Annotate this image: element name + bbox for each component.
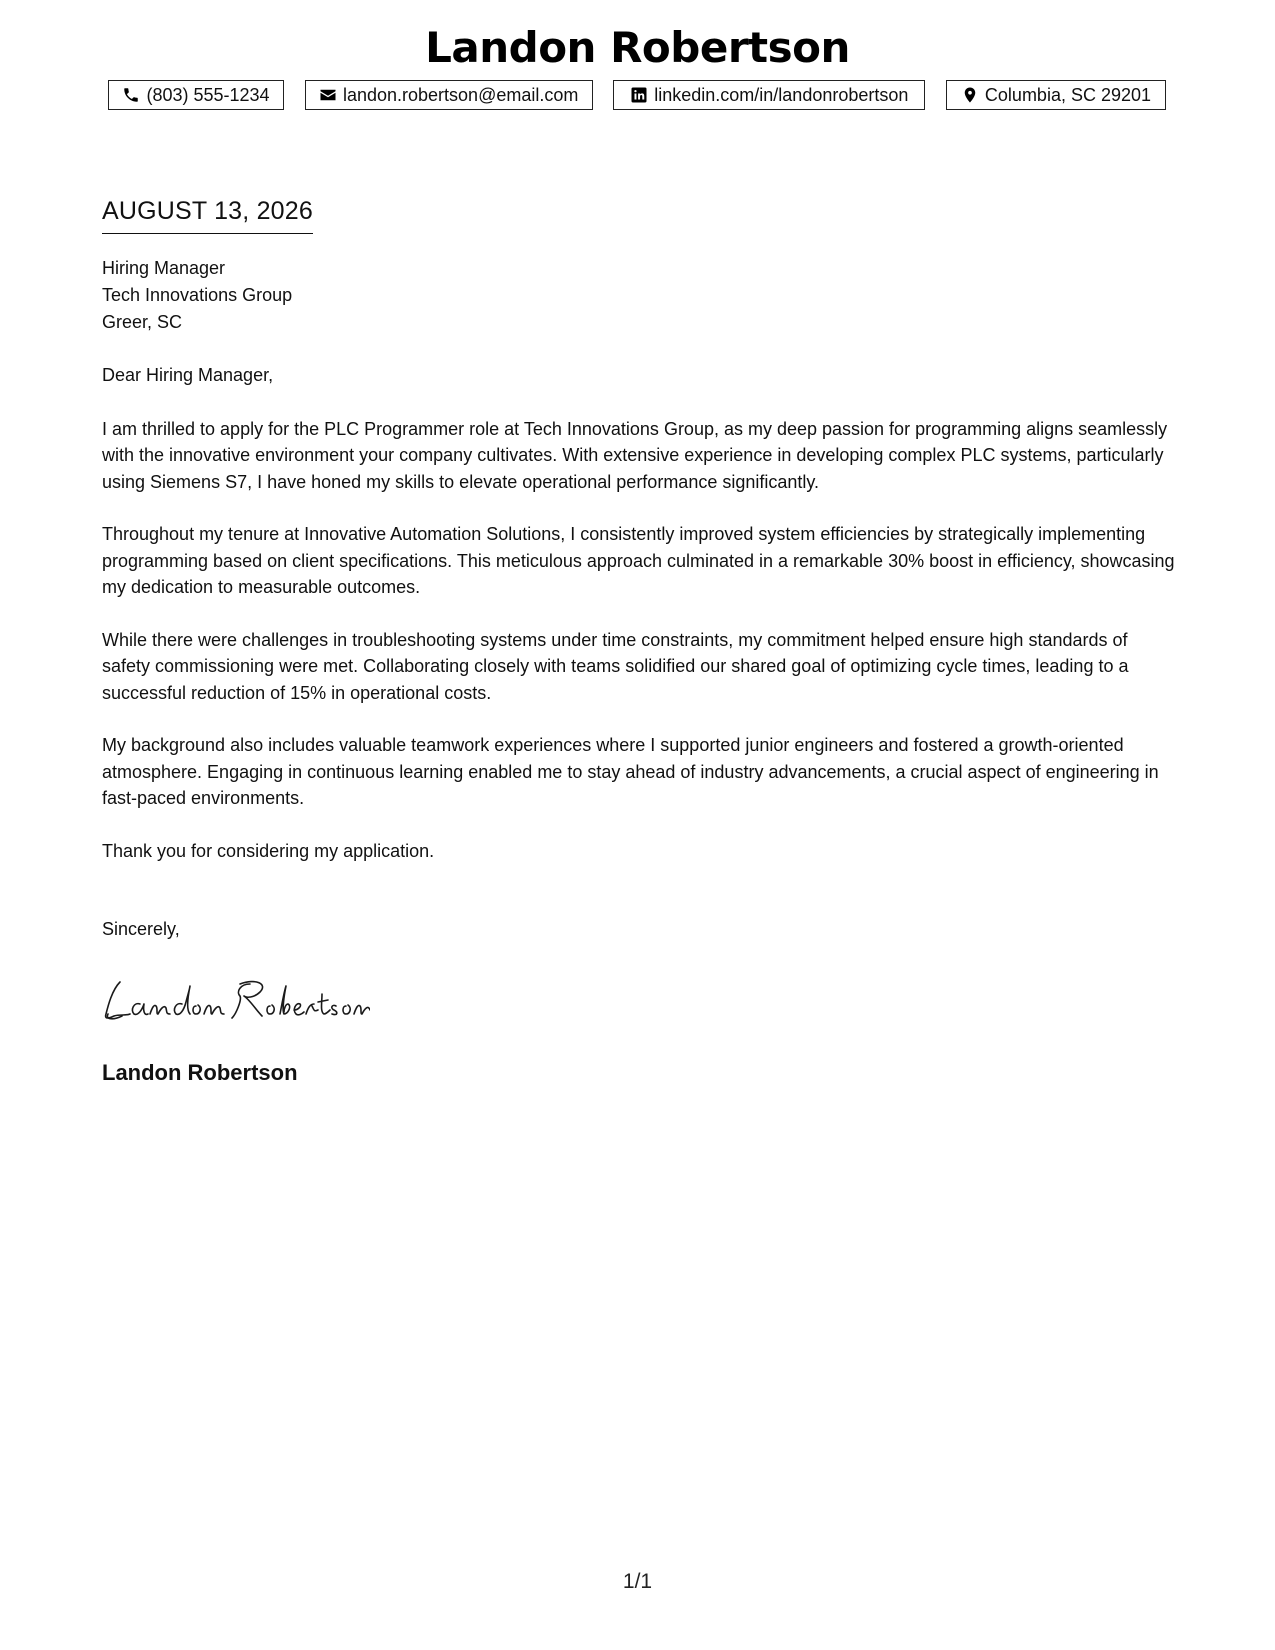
recipient-location: Greer, SC [102,312,183,332]
body-paragraph-1: I am thrilled to apply for the PLC Programmer role at Tech Innovations Group, as my deep passion for programming aligns seamlessly with the innovative environment your company cultivates. With extensive experience in developing complex PLC systems, particularly using Siemens S7, I have honed my skills to elevate operational performance significantly. [102,418,1168,492]
contact-phone [108,80,284,110]
contact-location [946,80,1166,110]
email-link[interactable]: landon.robertson@email.com [342,84,579,105]
envelope-icon [319,86,337,104]
contact-bar [108,80,1166,110]
letter-date: AUGUST 13, 2026 [102,194,313,234]
signer-name: Landon Robertson [102,1060,298,1085]
letter-body [102,362,1180,890]
recipient-title: Hiring Manager [102,258,226,278]
location-text: Columbia, SC 29201 [984,84,1152,105]
body-paragraph-2: Throughout my tenure at Innovative Automation Solutions, I consistently improved system efficiencies by strategically implementing programming based on client specifications. This meticulous approach culminated in a remarkable 30% boost in efficiency, showcasing my dedication to measurable outcomes. [102,524,1175,597]
handwritten-signature [100,970,370,1030]
page-number: 1/1 [622,1570,653,1593]
phone-text[interactable]: (803) 555-1234 [146,84,270,105]
body-paragraph-3: While there were challenges in troubleshooting systems under time constraints, my commitment helped ensure high standards of safety commissioning were met. Collaborating closely with teams solidified our shared goal of optimizing cycle times, leading to a successful reduction of 15% in operational costs. [102,629,1129,703]
recipient-company: Tech Innovations Group [102,285,293,305]
closing: Sincerely, [102,919,180,939]
sender-name-heading: Landon Robertson [425,23,850,72]
body-paragraph-5: Thank you for considering my application. [102,840,435,861]
phone-icon [122,86,140,104]
body-paragraph-4: My background also includes valuable teamwork experiences where I supported junior engineers and fostered a growth-oriented atmosphere. Engaging in continuous learning enabled me to stay ahead of industry advancements, a crucial aspect of engineering in fast-paced environments. [102,735,1159,808]
recipient-block [102,255,292,336]
contact-linkedin [613,80,925,110]
linkedin-icon [630,86,648,104]
linkedin-link[interactable]: linkedin.com/in/landonrobertson [654,84,909,105]
contact-email [305,80,593,110]
salutation: Dear Hiring Manager, [102,365,274,385]
map-marker-icon [961,86,979,104]
